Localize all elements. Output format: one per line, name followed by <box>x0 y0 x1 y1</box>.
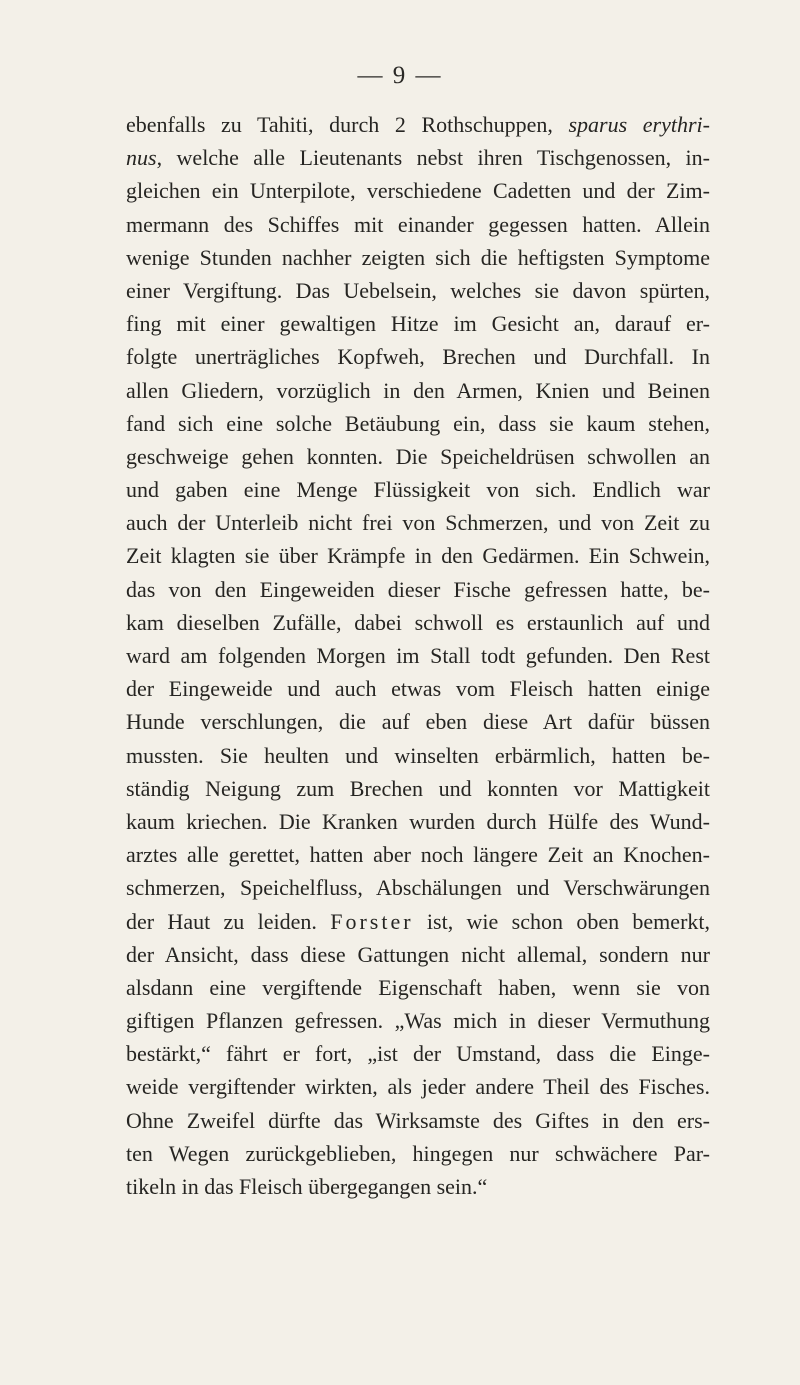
text-line <box>126 1137 710 1170</box>
text-segment: wenige Stunden nachher zeigten sich die heftigsten Symptome <box>126 244 710 270</box>
text-line <box>126 1170 710 1203</box>
text-segment: der Haut zu leiden. <box>126 908 331 934</box>
text-segment: fand sich eine solche Betäubung ein, dass sie kaum stehen, <box>126 410 710 436</box>
text-line <box>126 141 710 174</box>
text-segment: das von den Eingeweiden dieser Fische gefressen hatte, be- <box>126 576 710 602</box>
text-segment: geschweige gehen konnten. Die Speicheldrüsen schwollen an <box>126 443 710 469</box>
text-line <box>126 606 710 639</box>
text-line <box>126 340 710 373</box>
text-line <box>126 739 710 772</box>
text-segment: bestärkt,“ fährt er fort, „ist der Umstand, dass die Einge- <box>126 1041 710 1067</box>
text-line <box>126 1037 710 1070</box>
text-segment: folgte unerträgliches Kopfweh, Brechen und Durchfall. In <box>126 344 710 370</box>
text-line <box>126 407 710 440</box>
text-line <box>126 639 710 672</box>
text-line <box>126 108 710 141</box>
text-line <box>126 772 710 805</box>
text-segment: schmerzen, Speichelfluss, Abschälungen und Verschwärungen <box>126 875 710 901</box>
text-segment: arztes alle gerettet, hatten aber noch längere Zeit an Knochen- <box>126 842 710 868</box>
text-line <box>126 672 710 705</box>
text-line <box>126 506 710 539</box>
text-segment: und gaben eine Menge Flüssigkeit von sich. Endlich war <box>126 477 710 503</box>
text-segment: ist, wie schon oben bemerkt, <box>413 908 711 934</box>
text-segment: mermann des Schiffes mit einander gegessen hatten. Allein <box>126 211 710 237</box>
text-segment: auch der Unterleib nicht frei von Schmerzen, und von Zeit zu <box>126 510 710 536</box>
text-line <box>126 871 710 904</box>
text-line <box>126 539 710 572</box>
text-line <box>126 241 710 274</box>
text-segment: weide vergiftender wirkten, als jeder andere Theil des Fisches. <box>126 1074 710 1100</box>
text-segment: ständig Neigung zum Brechen und konnten vor Mattigkeit <box>126 775 710 801</box>
text-line <box>126 274 710 307</box>
text-line <box>126 705 710 738</box>
text-segment: allen Gliedern, vorzüglich in den Armen, Knien und Beinen <box>126 377 710 403</box>
text-line <box>126 1004 710 1037</box>
text-segment: tikeln in das Fleisch übergegangen sein.“ <box>126 1174 488 1199</box>
text-line <box>126 1104 710 1137</box>
text-line <box>126 307 710 340</box>
italic-species-name: sparus erythri- <box>568 112 710 137</box>
text-line <box>126 1070 710 1103</box>
text-line <box>126 838 710 871</box>
spaced-author-name: Forster <box>330 908 414 934</box>
text-segment: der Ansicht, dass diese Gattungen nicht allemal, sondern nur <box>126 941 710 967</box>
body-text <box>126 108 710 1203</box>
text-line <box>126 573 710 606</box>
text-line <box>126 805 710 838</box>
text-segment: mussten. Sie heulten und winselten erbärmlich, hatten be- <box>126 742 710 768</box>
text-segment: kam dieselben Zufälle, dabei schwoll es erstaunlich auf und <box>126 609 710 635</box>
text-segment: Hunde verschlungen, die auf eben diese Art dafür büssen <box>126 709 710 735</box>
text-line <box>126 208 710 241</box>
text-segment: giftigen Pflanzen gefressen. „Was mich in dieser Vermuthung <box>126 1008 710 1034</box>
page-number: — 9 — <box>357 62 443 89</box>
text-segment: einer Vergiftung. Das Uebelsein, welches sie davon spürten, <box>126 277 710 303</box>
text-line <box>126 374 710 407</box>
text-segment: , welche alle Lieutenants nebst ihren Tischgenossen, in- <box>156 145 710 171</box>
text-segment: fing mit einer gewaltigen Hitze im Gesicht an, darauf er- <box>126 311 710 337</box>
text-segment: gleichen ein Unterpilote, verschiedene Cadetten und der Zim- <box>126 178 710 204</box>
text-segment: ten Wegen zurückgeblieben, hingegen nur schwächere Par- <box>126 1140 710 1166</box>
text-line <box>126 440 710 473</box>
text-segment: Zeit klagten sie über Krämpfe in den Gedärmen. Ein Schwein, <box>126 543 710 569</box>
text-line <box>126 473 710 506</box>
text-segment: ward am folgenden Morgen im Stall todt gefunden. Den Rest <box>126 643 710 668</box>
text-segment: kaum kriechen. Die Kranken wurden durch Hülfe des Wund- <box>126 808 710 834</box>
italic-species-name: nus <box>126 145 157 171</box>
text-segment: ebenfalls zu Tahiti, durch 2 Rothschuppen, <box>126 112 569 137</box>
text-segment: alsdann eine vergiftende Eigenschaft haben, wenn sie von <box>126 974 710 1000</box>
text-line <box>126 174 710 207</box>
text-line <box>126 905 710 938</box>
text-line <box>126 971 710 1004</box>
text-segment: der Eingeweide und auch etwas vom Fleisch hatten einige <box>126 676 710 702</box>
text-segment: Ohne Zweifel dürfte das Wirksamste des Giftes in den ers- <box>126 1107 710 1133</box>
text-line <box>126 938 710 971</box>
